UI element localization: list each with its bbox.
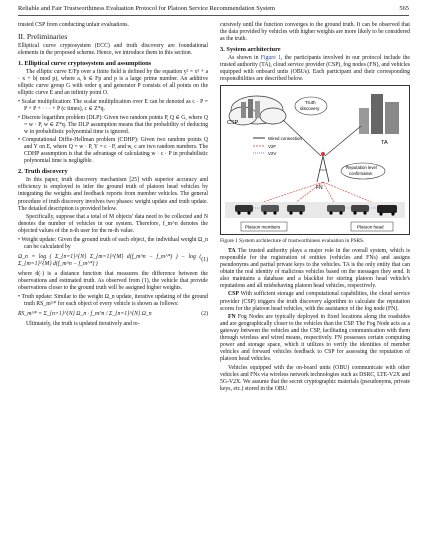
paragraph: In this paper, truth discovery mechanism [25] with superior accuracy and efficiency is employed to infer the ground truth of platoon head vehicles by integrating the weights and feedback reports from member vehicles. The general procedure of truth discovery involves two phases: weight update and truth update. The detailed description is provided below.	[18, 177, 208, 212]
architecture-diagram	[221, 86, 409, 234]
bullet-item: • Computational Diffie-Hellman problem (CDHP): Given two random points Q and Y on E, where Q = w · P, Y = c · P, and w, c are two random numbers. The CDHP assumption is that the advantage of calculating w · c · P in probabilistic polynomial time is negligible.	[18, 137, 208, 165]
paragraph-text: , the participants involved in our protocol include the trusted authority (TA), cloud service provider (CSP), fog nodes (FN), and vehicles equipped with onboard units (OBUs). Each participant and their corresponding responsibilities are described below.	[220, 55, 410, 83]
paragraph: The elliptic curve E/Fp over a finite field is defined by the equation y² = x³ + a · x + b( mod p), where a, b ∈ Fp and p is a large prime number. An additive elliptic curve group G with order q and generator P consists of all points on the elliptic curve E and an infinity point O.	[18, 69, 208, 97]
header-rule	[18, 15, 409, 16]
platoon-members-label: Platoon members	[245, 224, 281, 230]
ta-label: TA	[381, 140, 388, 147]
equation-number: (2)	[201, 310, 208, 317]
fog-node-icon	[317, 152, 329, 182]
equation-body: RS_m^* = Σ_{n=1}^{N} Ω_n · f_m^n / Σ_{n=1}^{N} Ω_n	[18, 310, 152, 317]
bullet-item: • Truth update: Similar to the weight Ω_n update, iterative updating of the ground truth RS_m^* for each object of every vehicle is shown as follows:	[18, 293, 208, 307]
bullet-item: • Scalar multiplication: The scalar multiplication over E can be denoted as c · P = P + P + · · · + P (c times), c ∈ Z*q.	[18, 98, 208, 112]
bullet-item: • Weight update: Given the ground truth of each object, the individual weight Ω_n can be calculated by	[18, 236, 208, 250]
equation-2	[18, 311, 208, 318]
legend-wired: Wired connection	[268, 136, 302, 142]
left-column	[18, 22, 208, 329]
figure-link[interactable]: Figure 1	[260, 55, 281, 62]
term-label: TA	[228, 247, 236, 254]
figure-caption: Figure 1 System architecture of trustworthiness evaluation in PSRS.	[220, 238, 365, 245]
paragraph: where d(·) is a distance function that measures the difference between the observations and estimated truth. As observed from (1), the vehicle that provide observations closer to the ground truth will be assigned higher weights.	[18, 270, 208, 292]
paragraph: trusted CSP from conducting unfair evaluations.	[18, 22, 129, 28]
running-header	[18, 5, 409, 12]
subsection-heading: 2. Truth discovery	[18, 168, 68, 176]
paragraph-text: With sufficient storage and computational capabilities, the cloud service provider (CSP) triggers the truth discovery algorithm to calculate the reputation scores for the platoon head vehicles, with the assistance of the fog node (FN).	[220, 291, 410, 312]
legend-v2v: V2V	[268, 151, 277, 157]
reputation-label: Reputation level	[346, 165, 377, 171]
csp-label: CSP	[227, 120, 239, 127]
paragraph-text: Fog Nodes are typically deployed in fixed locations along the roadsides and are geographically closer to the vehicles than the CSP. The Fog Node acts as a gateway between the vehicles and the CSP, facilitating communication with them through wireless and wired means, respectively. FN possesses certain computing power and storage space, which it utilizes to verify the identities of member vehicles and forward vehicles feedback to CSP for assessing the reputation of platoon head vehicles.	[220, 314, 411, 363]
term-label: CSP	[228, 291, 239, 298]
paragraph: Ultimately, the truth is updated iteratively and re-	[26, 320, 140, 327]
section-heading: II. Preliminaries	[18, 32, 68, 42]
equation-number: (1)	[201, 257, 208, 264]
paragraph: Specifically, suppose that a total of M objects' data need to be collected and N denotes the number of vehicles in our system. Therefore, f_m^n denotes the objected values of the n-th user for the m-th value.	[18, 214, 208, 235]
truth-label: discovery	[300, 106, 320, 112]
paragraph: Vehicles equipped with the on-board units (OBU) communicate with other vehicles and FNs via wireless network technologies such as DSRC, LTE-V2X and 5G-V2X. We assume that the secret cryptographic materials (pseudonyms, private keys, etc.) stored in the OBU	[220, 364, 410, 393]
paragraph-text: As shown in	[228, 55, 261, 62]
fn-label: FN	[316, 185, 323, 192]
paragraph	[220, 55, 410, 83]
page-number: 565	[399, 5, 409, 12]
header-title: Reliable and Fair Trustworthiness Evaluation Protocol for Platoon Service Recommendation System	[18, 5, 276, 12]
platoon-head-label: Platoon head	[357, 224, 384, 230]
paragraph: Elliptical curve cryptosystem (ECC) and truth discovery are foundational elements in the proposed scheme. Hence, we introduce them in this section.	[18, 43, 208, 57]
legend-v2f: V2F	[268, 144, 277, 150]
subsection-heading: 3. System architecture	[220, 46, 281, 54]
paragraph: cursively until the function converges to the ground truth. It can be observed that the data provided by vehicles with higher weights are more likely to be considered as the truth.	[220, 22, 410, 43]
bullet-item: • Discrete logarithm problem (DLP): Given two random points P, Q ∈ G, where Q = w · P, w ∈ Z*q. The DLP assumption means that the probability of deducing w in probabilistic polynomial time is ignored.	[18, 114, 208, 135]
paragraph	[220, 291, 410, 312]
subsection-heading: 1. Elliptical curve cryptosystem and assumptions	[18, 60, 152, 68]
paragraph-text: The trusted authority plays a major role in the overall system, which is responsible for the registration of entities (vehicles and FNs) and assigns pseudonyms and partial private keys to the vehicles. TA is the only entity that can obtain the real identity of malicious vehicles based on the messages they send. It also maintains a database and a blacklist for storing platoon head vehicle's reputations and all misbehaving platoon head vehicles, respectively.	[220, 247, 410, 289]
paragraph	[220, 248, 410, 290]
term-label: FN	[228, 314, 236, 321]
reputation-label: confirmation	[349, 171, 373, 177]
equation-body: Ω_n = log ( Σ_{n=1}^{N} Σ_{m=1}^{M} d(f_m^n − f_m^*) ) − log ( Σ_{m=1}^{M} d(f_m^n − f_m^*) )	[18, 253, 202, 267]
system-architecture-figure	[220, 85, 410, 235]
equation-1	[18, 254, 208, 268]
paragraph	[220, 314, 410, 363]
truth-label: Truth	[305, 100, 316, 106]
right-column	[220, 22, 410, 395]
building-icon	[359, 94, 399, 134]
